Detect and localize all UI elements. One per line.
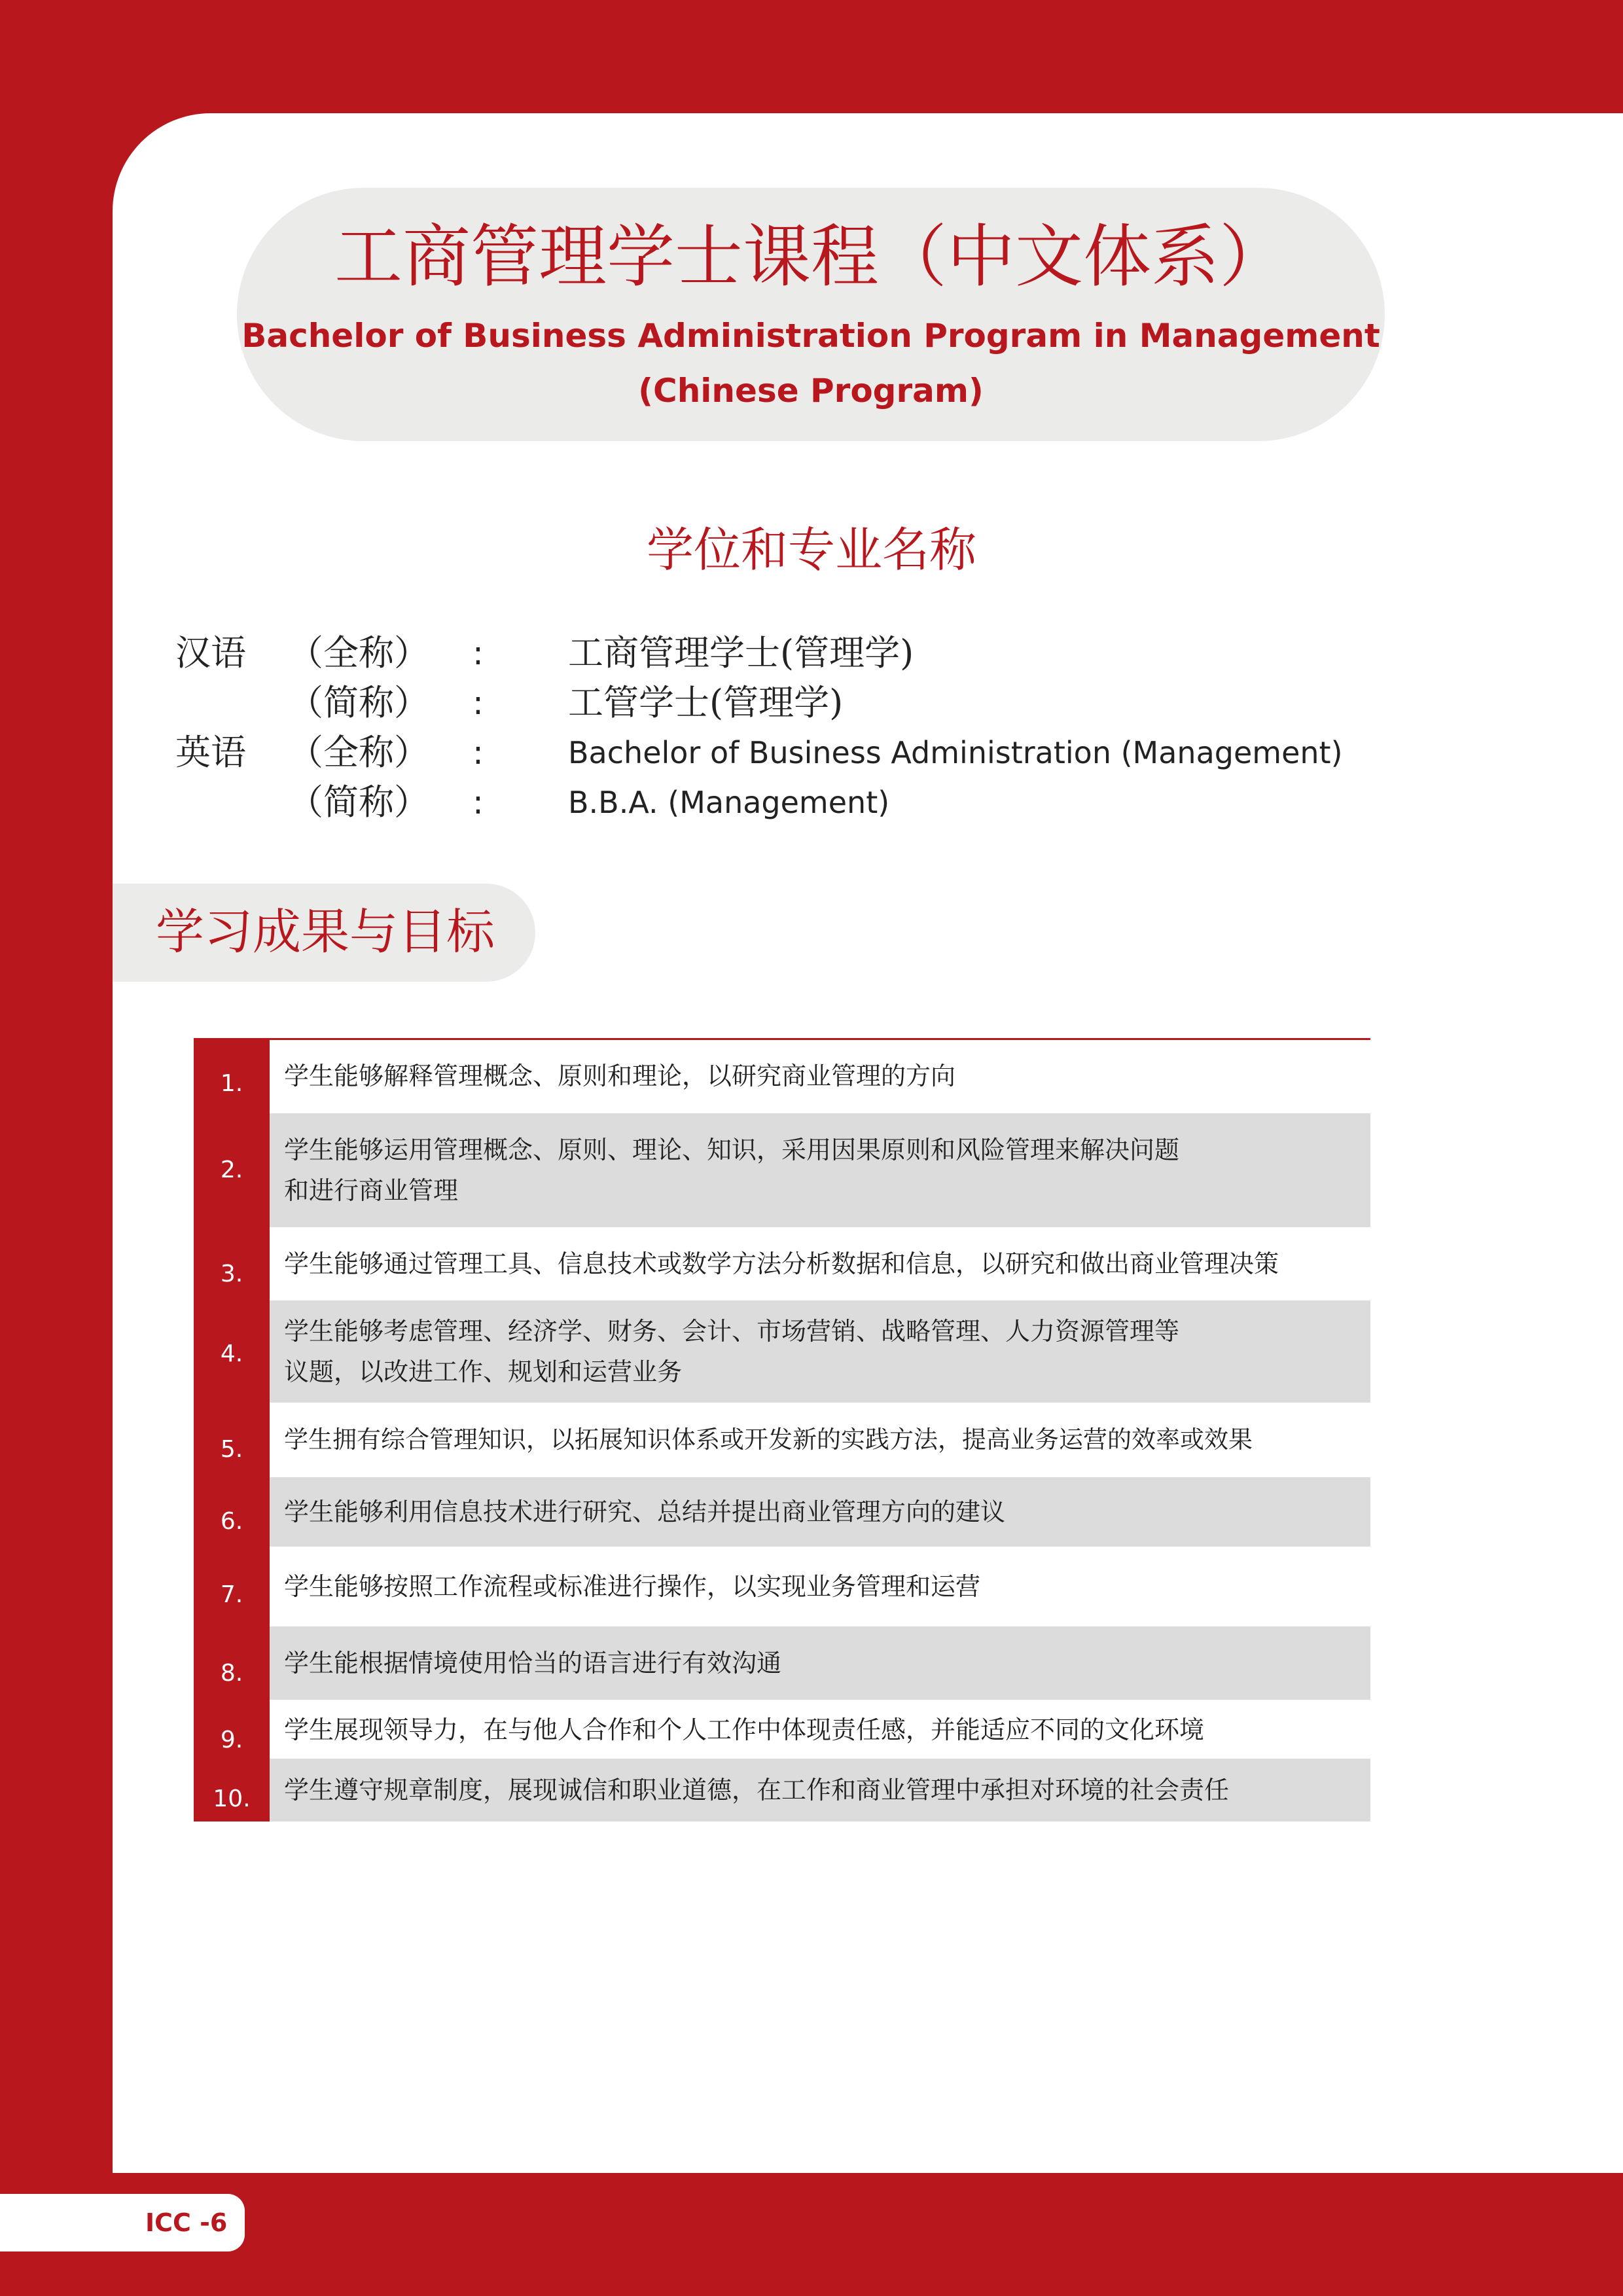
row-text-line: 学生能够考虑管理、经济学、财务、会计、市场营销、战略管理、人力资源管理等 (284, 1317, 1180, 1346)
outcomes-table (194, 1038, 1370, 1821)
row-text-line: 学生能够按照工作流程或标准进行操作，以实现业务管理和运营 (284, 1572, 981, 1601)
row-text-line: 学生能够通过管理工具、信息技术或数学方法分析数据和信息，以研究和做出商业管理决策 (284, 1249, 1279, 1278)
row-text-line: 学生能够利用信息技术进行研究、总结并提出商业管理方向的建议 (284, 1498, 1006, 1526)
row-text-line: 学生能够解释管理概念、原则和理论，以研究商业管理的方向 (284, 1062, 956, 1090)
page-number-tab (0, 2194, 245, 2251)
degree-name-type: （简称） (288, 781, 429, 823)
degree-value: Bachelor of Business Administration (Management) (568, 735, 1343, 770)
row-number: 5. (220, 1436, 243, 1463)
row-text (270, 1477, 1370, 1547)
degree-value: 工管学士(管理学) (568, 682, 844, 723)
title-banner (237, 188, 1385, 441)
table-row (194, 1626, 1370, 1700)
row-text-line: 学生展现领导力，在与他人合作和个人工作中体现责任感，并能适应不同的文化环境 (284, 1715, 1205, 1744)
row-number: 6. (220, 1508, 243, 1535)
program-title-en-sub: (Chinese Program) (638, 372, 984, 410)
row-text (270, 1548, 1370, 1625)
degree-value: B.B.A. (Management) (568, 785, 890, 820)
row-text (270, 1113, 1370, 1227)
row-text (270, 1626, 1370, 1700)
table-row (194, 1759, 1370, 1821)
row-text-line: 议题，以改进工作、规划和运营业务 (284, 1357, 683, 1386)
row-text (270, 1229, 1370, 1299)
row-text-line: 学生拥有综合管理知识，以拓展知识体系或开发新的实践方法，提高业务运营的效率或效果 (284, 1426, 1253, 1454)
degree-lang: 英语 (175, 732, 246, 773)
program-title-en: Bachelor of Business Administration Program in Management (241, 317, 1380, 355)
row-number: 2. (220, 1157, 243, 1183)
row-number: 7. (220, 1581, 243, 1608)
row-text (270, 1404, 1370, 1476)
degree-colon: : (473, 684, 484, 722)
row-number: 8. (220, 1660, 243, 1687)
row-text (270, 1701, 1370, 1759)
row-text-line: 和进行商业管理 (284, 1176, 459, 1205)
degree-value: 工商管理学士(管理学) (568, 632, 914, 673)
row-text-line: 学生能根据情境使用恰当的语言进行有效沟通 (284, 1649, 782, 1677)
table-row (194, 1113, 1370, 1227)
row-number: 4. (220, 1340, 243, 1367)
table-row (194, 1477, 1370, 1547)
outcomes-heading: 学习成果与目标 (156, 904, 495, 960)
row-number: 3. (220, 1261, 243, 1287)
degree-name-type: （简称） (288, 682, 429, 723)
outcomes-heading-tab (113, 884, 535, 982)
table-row (194, 1404, 1370, 1476)
table-row (194, 1229, 1370, 1299)
degree-colon: : (473, 783, 484, 821)
row-number: 1. (220, 1070, 243, 1097)
row-text-line: 学生能够运用管理概念、原则、理论、知识，采用因果原则和风险管理来解决问题 (284, 1136, 1180, 1164)
table-row (194, 1548, 1370, 1625)
program-title-cn: 工商管理学士课程（中文体系） (334, 217, 1287, 296)
page-number: ICC -6 (145, 2208, 228, 2237)
table-row (194, 1300, 1370, 1403)
table-row (194, 1040, 1370, 1112)
row-text (270, 1300, 1370, 1403)
row-number: 9. (220, 1727, 243, 1753)
row-text (270, 1759, 1370, 1821)
degree-colon: : (473, 634, 484, 672)
table-row (194, 1701, 1370, 1759)
row-text (270, 1040, 1370, 1112)
degree-lang: 汉语 (175, 632, 246, 673)
degree-colon: : (473, 734, 484, 772)
degree-name-type: （全称） (288, 632, 429, 673)
row-number: 10. (213, 1785, 251, 1812)
degree-name-type: （全称） (288, 732, 429, 773)
row-text-line: 学生遵守规章制度，展现诚信和职业道德，在工作和商业管理中承担对环境的社会责任 (284, 1776, 1230, 1804)
degree-heading: 学位和专业名称 (646, 522, 976, 577)
